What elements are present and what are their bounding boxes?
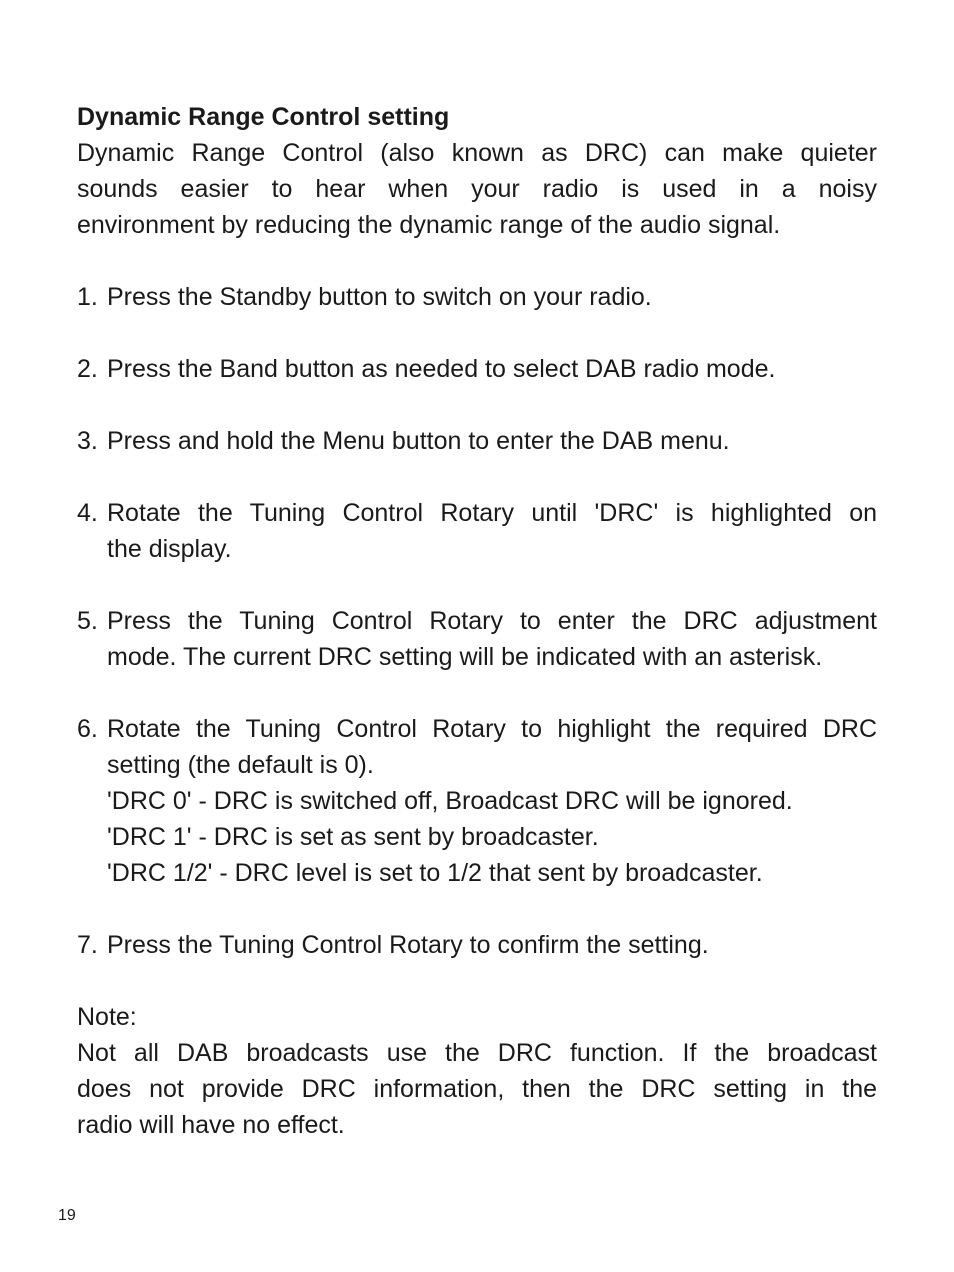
step-number: 3. — [77, 427, 98, 455]
manual-page — [77, 99, 877, 1143]
step-text: mode. The current DRC setting will be indicated with an asterisk. — [107, 643, 823, 671]
step-5 — [77, 603, 877, 675]
intro-line: Dynamic Range Control (also known as DRC) can make quieter — [77, 139, 877, 167]
intro-paragraph — [77, 135, 877, 243]
drc-option-1: 'DRC 1' - DRC is set as sent by broadcaster. — [107, 823, 599, 851]
step-number: 4. — [77, 499, 98, 527]
note-section — [77, 999, 877, 1143]
step-text: Press the Band button as needed to select DAB radio mode. — [107, 355, 776, 383]
step-2 — [77, 351, 877, 387]
step-text: Press the Tuning Control Rotary to enter the DRC adjustment — [107, 607, 877, 635]
step-text: Press the Tuning Control Rotary to confirm the setting. — [107, 931, 709, 959]
step-3 — [77, 423, 877, 459]
step-number: 6. — [77, 715, 98, 743]
drc-option-0: 'DRC 0' - DRC is switched off, Broadcast DRC will be ignored. — [107, 787, 793, 815]
step-text: Rotate the Tuning Control Rotary until 'DRC' is highlighted on — [107, 499, 877, 527]
step-text: the display. — [107, 535, 232, 563]
step-number: 7. — [77, 931, 98, 959]
step-1 — [77, 279, 877, 315]
step-6 — [77, 711, 877, 891]
drc-option-half: 'DRC 1/2' - DRC level is set to 1/2 that sent by broadcaster. — [107, 859, 763, 887]
step-text: Press and hold the Menu button to enter the DAB menu. — [107, 427, 730, 455]
page-number: 19 — [58, 1207, 76, 1224]
step-text: setting (the default is 0). — [107, 751, 374, 779]
step-7 — [77, 927, 877, 963]
step-number: 1. — [77, 283, 98, 311]
intro-line: environment by reducing the dynamic range of the audio signal. — [77, 211, 781, 239]
step-4 — [77, 495, 877, 567]
step-number: 2. — [77, 355, 98, 383]
note-label: Note: — [77, 1003, 137, 1031]
step-text: Press the Standby button to switch on your radio. — [107, 283, 652, 311]
step-text: Rotate the Tuning Control Rotary to highlight the required DRC — [107, 715, 877, 743]
intro-line: sounds easier to hear when your radio is used in a noisy — [77, 175, 877, 203]
note-line: does not provide DRC information, then the DRC setting in the — [77, 1075, 877, 1103]
note-line: Not all DAB broadcasts use the DRC function. If the broadcast — [77, 1039, 877, 1067]
step-number: 5. — [77, 607, 98, 635]
section-heading: Dynamic Range Control setting — [77, 103, 450, 131]
note-line: radio will have no effect. — [77, 1111, 345, 1139]
